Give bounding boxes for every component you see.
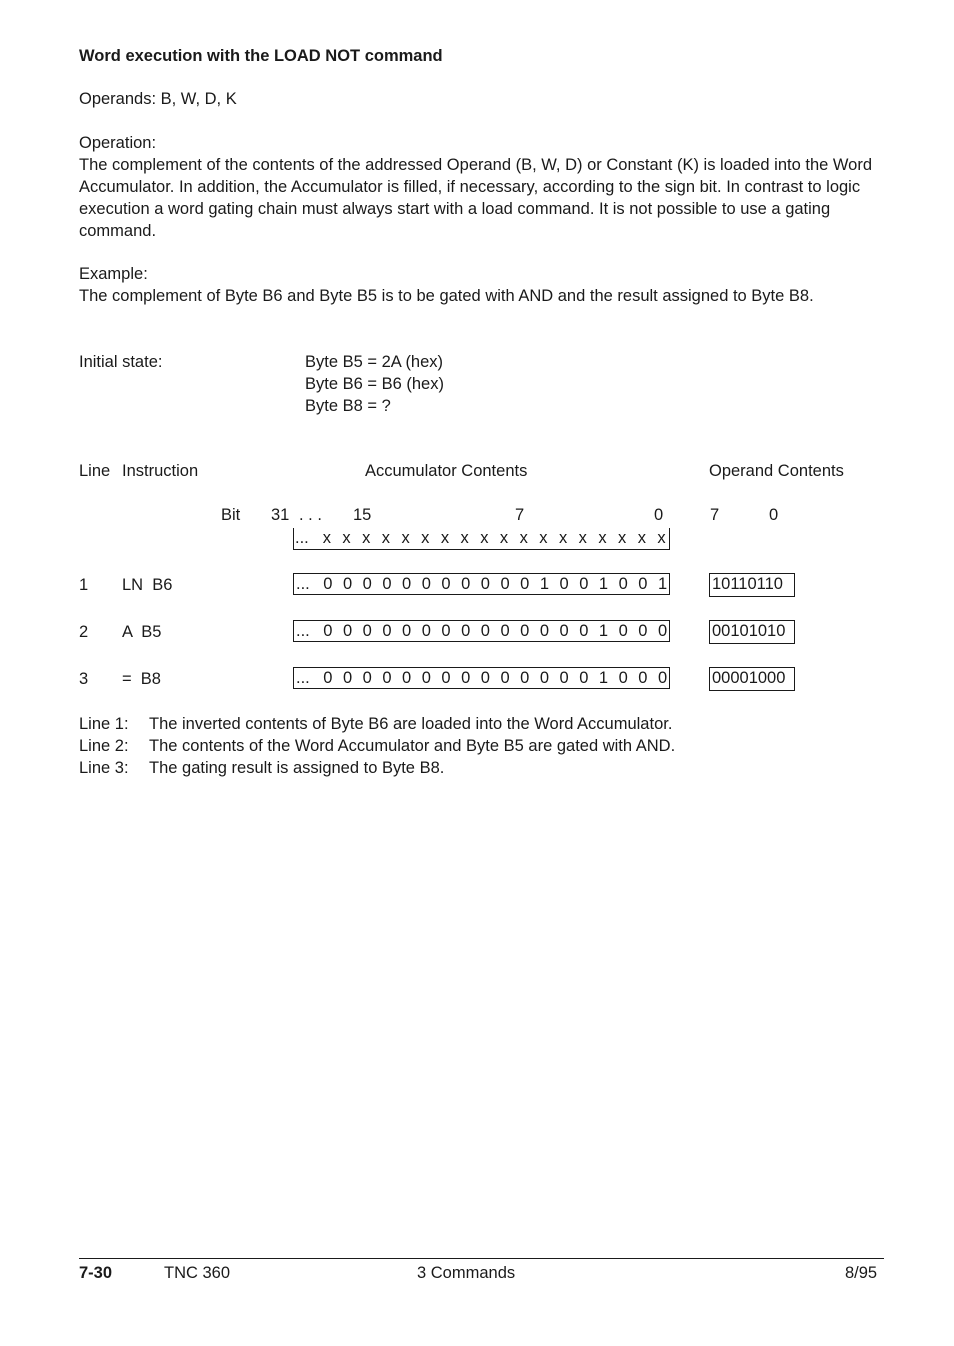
accumulator-bit: 0 xyxy=(362,622,372,640)
initial-state-label: Initial state: xyxy=(79,353,163,371)
bit-15-label: 15 xyxy=(353,506,372,524)
col-header-line: Line xyxy=(79,462,111,480)
accumulator-bit: 0 xyxy=(579,669,589,687)
accumulator-bit: 0 xyxy=(657,622,668,640)
accumulator-bit: 0 xyxy=(323,669,333,687)
accumulator-bit: 1 xyxy=(598,575,609,593)
template-bit: x xyxy=(558,529,568,547)
template-bit: x xyxy=(362,529,371,547)
operand-bit-7-label: 7 xyxy=(710,506,720,524)
accumulator-contents xyxy=(293,667,670,689)
accumulator-contents xyxy=(293,573,670,595)
accumulator-bit: 1 xyxy=(657,575,668,593)
accumulator-prefix: ... xyxy=(296,622,310,640)
accumulator-bit: 0 xyxy=(520,622,530,640)
template-bit: x xyxy=(519,529,528,547)
note-2-text: The contents of the Word Accumulator and Byte B5 are gated with AND. xyxy=(149,737,676,755)
accumulator-bit: 0 xyxy=(579,575,589,593)
accumulator-bit: 0 xyxy=(402,575,412,593)
accumulator-bit: 0 xyxy=(421,669,431,687)
accumulator-bit: 0 xyxy=(382,575,392,593)
accumulator-prefix: ... xyxy=(296,669,310,687)
template-bit: x xyxy=(381,529,391,547)
col-header-operand: Operand Contents xyxy=(709,462,844,480)
bit-dots: . . . xyxy=(299,506,322,524)
accumulator-bit: 0 xyxy=(402,669,412,687)
accumulator-bit: 0 xyxy=(520,669,530,687)
accumulator-bit: 0 xyxy=(579,622,589,640)
accumulator-bit: 0 xyxy=(638,575,648,593)
row-line-number: 2 xyxy=(79,623,89,641)
accumulator-bit: 0 xyxy=(559,669,569,687)
accumulator-bit: 0 xyxy=(618,622,628,640)
accumulator-bit: 0 xyxy=(618,669,628,687)
accumulator-bit: 0 xyxy=(382,622,392,640)
template-bit: x xyxy=(657,529,666,547)
operand-contents: 00101010 xyxy=(709,620,795,644)
template-bit: x xyxy=(598,529,607,547)
initial-state-b5: Byte B5 = 2A (hex) xyxy=(305,353,444,371)
accumulator-bits xyxy=(318,574,672,594)
template-bit: x xyxy=(421,529,430,547)
operands-line: Operands: B, W, D, K xyxy=(79,90,237,108)
accumulator-bit: 0 xyxy=(461,669,471,687)
template-bit: x xyxy=(440,529,450,547)
accumulator-bit: 0 xyxy=(559,622,569,640)
template-bit: x xyxy=(539,529,548,547)
accumulator-bit: 0 xyxy=(362,669,372,687)
initial-state-b6: Byte B6 = B6 (hex) xyxy=(305,375,444,393)
operand-contents: 00001000 xyxy=(709,667,795,691)
accumulator-bit: 0 xyxy=(539,669,549,687)
template-bits xyxy=(317,528,671,548)
bit-label: Bit xyxy=(221,506,241,524)
accumulator-bit: 0 xyxy=(362,575,372,593)
accumulator-bits xyxy=(318,621,672,641)
row-line-number: 1 xyxy=(79,576,89,594)
accumulator-bit: 0 xyxy=(500,575,510,593)
footer-date: 8/95 xyxy=(845,1264,878,1282)
operand-bit-0-label: 0 xyxy=(769,506,779,524)
template-bit: x xyxy=(578,529,587,547)
operation-paragraph: The complement of the contents of the addressed Operand (B, W, D) or Constant (K) is loaded into the Word Accumulator. In addition, the Accumulator is filled, if necessary, according to the sign bit. In contrast to logic execution a word gating chain must always start with a load command. It is not possible to use a gating command. xyxy=(79,156,873,240)
note-3-label: Line 3: xyxy=(79,759,129,777)
accumulator-bit: 0 xyxy=(342,575,353,593)
template-bit: x xyxy=(460,529,469,547)
accumulator-bit: 0 xyxy=(441,575,451,593)
initial-state-b8: Byte B8 = ? xyxy=(305,397,391,415)
accumulator-bit: 0 xyxy=(638,622,648,640)
accumulator-bit: 0 xyxy=(461,575,471,593)
accumulator-bits xyxy=(318,668,672,688)
col-header-accumulator: Accumulator Contents xyxy=(365,462,528,480)
template-bit: x xyxy=(401,529,410,547)
accumulator-bit: 1 xyxy=(539,575,549,593)
template-bit: x xyxy=(480,529,489,547)
example-label: Example: xyxy=(79,265,148,283)
accumulator-bit: 0 xyxy=(539,622,549,640)
footer-page-number: 7-30 xyxy=(79,1264,113,1282)
col-header-instruction: Instruction xyxy=(122,462,199,480)
row-instruction: LN B6 xyxy=(122,576,173,594)
accumulator-bit: 0 xyxy=(480,575,490,593)
template-bit: x xyxy=(637,529,646,547)
accumulator-bit: 0 xyxy=(559,575,569,593)
accumulator-bit: 0 xyxy=(461,622,471,640)
operand-contents: 10110110 xyxy=(709,573,795,597)
accumulator-bit: 0 xyxy=(382,669,392,687)
template-bit: x xyxy=(618,529,627,547)
template-bit: x xyxy=(499,529,509,547)
footer-section: 3 Commands xyxy=(417,1264,516,1282)
footer-product: TNC 360 xyxy=(164,1264,231,1282)
accumulator-bit: 0 xyxy=(323,622,333,640)
accumulator-bit: 0 xyxy=(421,575,431,593)
accumulator-bit: 0 xyxy=(480,669,490,687)
accumulator-bit: 0 xyxy=(402,622,412,640)
accumulator-bit: 0 xyxy=(421,622,431,640)
accumulator-bit: 0 xyxy=(638,669,648,687)
note-1-text: The inverted contents of Byte B6 are loaded into the Word Accumulator. xyxy=(149,715,673,733)
bit-7-label: 7 xyxy=(515,506,525,524)
footer-rule xyxy=(79,1258,884,1259)
accumulator-bit: 0 xyxy=(520,575,530,593)
row-instruction: = B8 xyxy=(122,670,161,688)
note-1-label: Line 1: xyxy=(79,715,129,733)
operation-label: Operation: xyxy=(79,134,157,152)
accumulator-bit: 0 xyxy=(342,669,353,687)
accumulator-bit: 0 xyxy=(441,622,451,640)
accumulator-bit: 0 xyxy=(500,669,510,687)
template-prefix: ... xyxy=(295,529,309,547)
accumulator-bit: 0 xyxy=(441,669,451,687)
note-3-text: The gating result is assigned to Byte B8. xyxy=(149,759,445,777)
accumulator-bit: 1 xyxy=(598,622,609,640)
accumulator-prefix: ... xyxy=(296,575,310,593)
bit-0-label: 0 xyxy=(654,506,664,524)
accumulator-bit: 0 xyxy=(342,622,353,640)
accumulator-bit: 0 xyxy=(480,622,490,640)
row-instruction: A B5 xyxy=(122,623,162,641)
accumulator-bit: 0 xyxy=(618,575,628,593)
accumulator-template xyxy=(295,528,671,548)
example-paragraph: The complement of Byte B6 and Byte B5 is to be gated with AND and the result assigned to Byte B8. xyxy=(79,287,814,305)
bit-31-label: 31 xyxy=(271,506,290,524)
accumulator-bit: 0 xyxy=(657,669,668,687)
row-line-number: 3 xyxy=(79,670,89,688)
accumulator-bit: 1 xyxy=(598,669,609,687)
note-2-label: Line 2: xyxy=(79,737,129,755)
accumulator-bit: 0 xyxy=(323,575,333,593)
section-heading: Word execution with the LOAD NOT command xyxy=(79,47,443,65)
template-bit: x xyxy=(322,529,331,547)
accumulator-bit: 0 xyxy=(500,622,510,640)
template-bit: x xyxy=(342,529,351,547)
accumulator-contents xyxy=(293,620,670,642)
